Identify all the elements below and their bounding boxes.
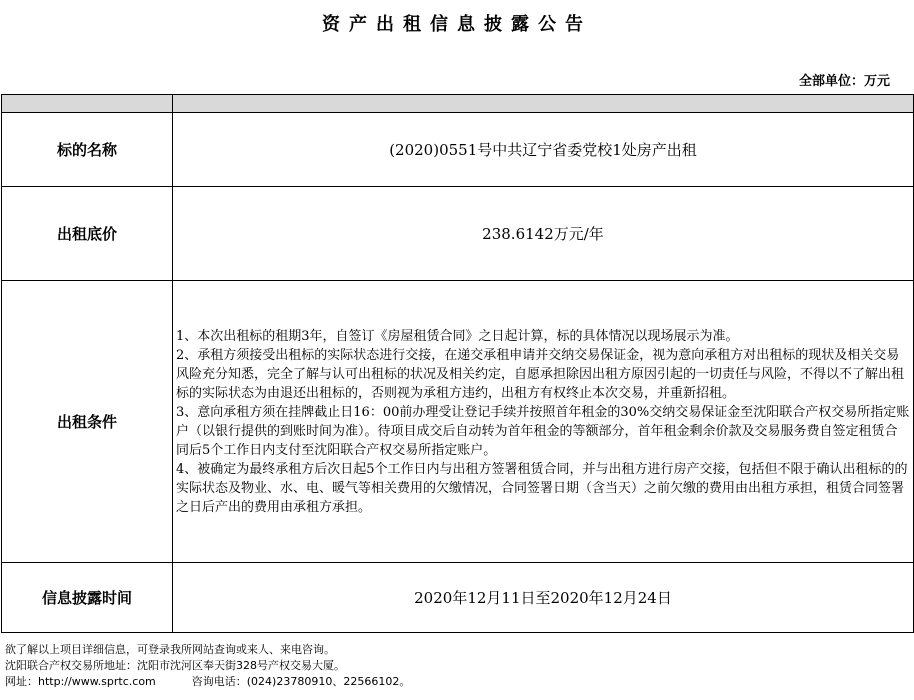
- conditions-value: [173, 281, 914, 563]
- time-label: 信息披露时间: [2, 563, 173, 633]
- time-value: 2020年12月11日至2020年12月24日: [173, 563, 914, 633]
- table-row: [2, 563, 914, 633]
- page-title: 资产出租信息披露公告: [322, 14, 592, 35]
- name-label: 标的名称: [2, 113, 173, 187]
- header-cell-right: [173, 95, 914, 113]
- header-cell-left: [2, 95, 173, 113]
- name-value: (2020)0551号中共辽宁省委党校1处房产出租: [173, 113, 914, 187]
- condition-item: 3、意向承租方须在挂牌截止日16：00前办理受让登记手续并按照首年租金的30%交纳交易保证金至沈阳联合产权交易所指定账户（以银行提供的到账时间为准）。待项目成交后自动转为首年租金的等额部分，首年租金剩余价款及交易服务费自签定租赁合同后5个工作日内支付至沈阳联合产权交易所指定账户。: [176, 404, 910, 458]
- price-value: 238.6142万元/年: [173, 187, 914, 281]
- table-row: [2, 281, 914, 563]
- condition-item: 1、本次出租标的租期3年，自签订《房屋租赁合同》之日起计算，标的具体情况以现场展示为准。: [176, 328, 739, 344]
- footer-line-address: 沈阳联合产权交易所地址：沈阳市沈河区奉天街328号产权交易大厦。: [5, 659, 345, 672]
- footer-phone: 咨询电话：(024)23780910、22566102。: [191, 675, 411, 688]
- table-header-row: [2, 95, 914, 113]
- condition-item: 2、承租方须接受出租标的实际状态进行交接，在递交承租申请并交纳交易保证金，视为意向承租方对出租标的现状及相关交易风险充分知悉，完全了解与认可出租标的状况及相关约定，自愿承担除因出租方原因引起的一切责任与风险，不得以不了解出租标的实际状态为由退还出租标的，否则视为承租方违约，出租方有权终止本次交易，并重新招租。: [176, 347, 905, 401]
- price-label: 出租底价: [2, 187, 173, 281]
- table-row: [2, 113, 914, 187]
- footer: [5, 642, 410, 690]
- unit-note: 全部单位：万元: [798, 74, 890, 89]
- condition-item: 4、被确定为最终承租方后次日起5个工作日内与出租方签署租赁合同，并与出租方进行房产交接，包括但不限于确认出租标的的实际状态及物业、水、电、暖气等相关费用的欠缴情况，合同签署日期（含当天）之前欠缴的费用由出租方承担，租赁合同签署之日后产出的费用由承租方承担。: [176, 461, 908, 515]
- table-row: [2, 187, 914, 281]
- info-table: [1, 94, 914, 633]
- footer-website[interactable]: 网址：http://www.sprtc.com: [5, 675, 156, 688]
- footer-line-contact: [5, 674, 410, 690]
- footer-line-info: 欲了解以上项目详细信息，可登录我所网站查询或来人、来电咨询。: [5, 643, 335, 656]
- conditions-label: 出租条件: [2, 281, 173, 563]
